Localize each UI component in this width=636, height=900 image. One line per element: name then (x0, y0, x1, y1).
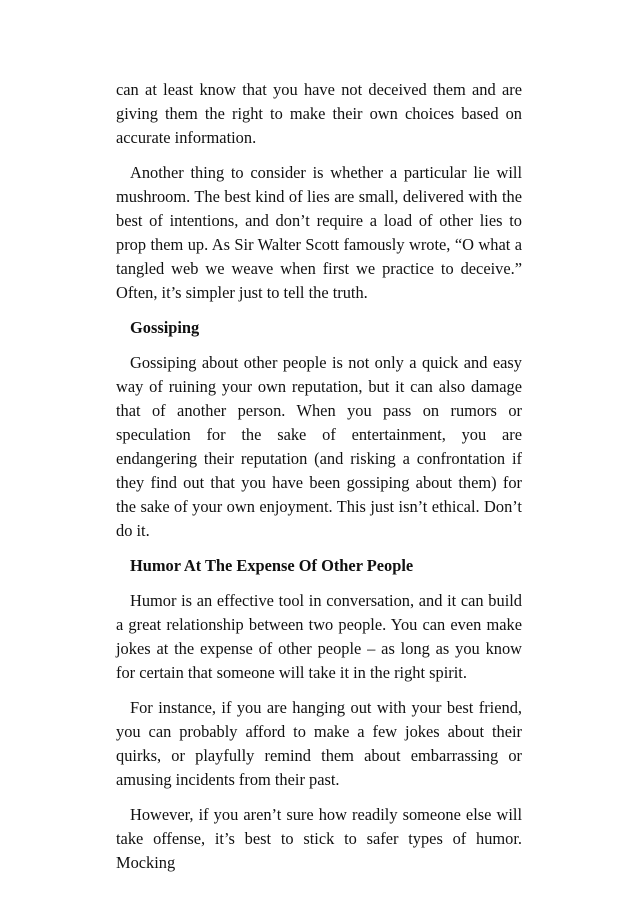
body-paragraph: Gossiping about other people is not only a quick and easy way of ruining your own reputation, but it can also damage that of another person. When you pass on rumors or speculation for the sake of entertainment, you are endangering their reputation (and risking a confrontation if they find out that you have been gossiping about them) for the sake of your own enjoyment. This just isn’t ethical. Don’t do it. (116, 353, 522, 540)
body-paragraph: Humor is an effective tool in conversation, and it can build a great relationship between two people. You can even make jokes at the expense of other people – as long as you know for certain that someone will take it in the right spirit. (116, 591, 522, 682)
body-paragraph: However, if you aren’t sure how readily someone else will take offense, it’s best to stick to safer types of humor. Mocking (116, 805, 522, 872)
section-heading: Humor At The Expense Of Other People (130, 556, 414, 575)
body-paragraph: can at least know that you have not deceived them and are giving them the right to make their own choices based on accurate information. (116, 80, 522, 147)
document-page (116, 78, 522, 886)
body-paragraph: Another thing to consider is whether a particular lie will mushroom. The best kind of lies are small, delivered with the best of intentions, and don’t require a load of other lies to prop them up. As Sir Walter Scott famously wrote, “O what a tangled web we weave when first we practice to deceive.” Often, it’s simpler just to tell the truth. (116, 163, 522, 302)
section-heading: Gossiping (130, 318, 200, 337)
body-paragraph: For instance, if you are hanging out with your best friend, you can probably afford to make a few jokes about their quirks, or playfully remind them about embarrassing or amusing incidents from their past. (116, 698, 522, 789)
